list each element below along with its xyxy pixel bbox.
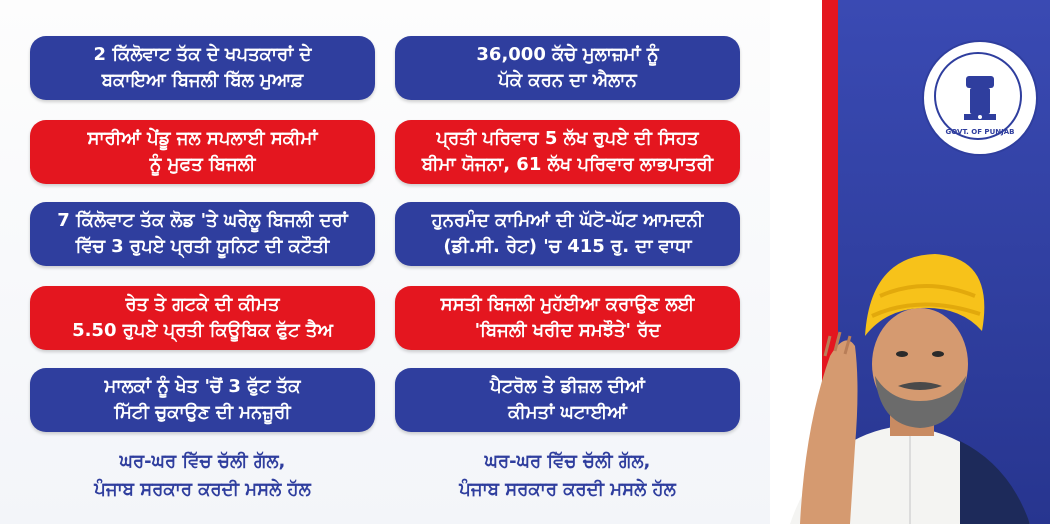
card-line: 'ਬਿਜਲੀ ਖਰੀਦ ਸਮਝੌਤੇ' ਰੱਦ <box>474 320 661 341</box>
emblem-caption: GOVT. OF PUNJAB <box>945 128 1015 136</box>
chief-minister-photo <box>760 236 1050 524</box>
benefit-card-health-insurance <box>395 120 740 184</box>
tagline-right <box>395 448 740 504</box>
tagline-line: ਪੰਜਾਬ ਸਰਕਾਰ ਕਰਦੀ ਮਸਲੇ ਹੱਲ <box>94 479 311 500</box>
card-line: 2 ਕਿੱਲੋਵਾਟ ਤੱਕ ਦੇ ਖਪਤਕਾਰਾਂ ਦੇ <box>93 44 312 65</box>
benefit-card-power-rate-cut <box>30 202 375 266</box>
card-line: ਬੀਮਾ ਯੋਜਨਾ, 61 ਲੱਖ ਪਰਿਵਾਰ ਲਾਭਪਾਤਰੀ <box>421 154 714 175</box>
benefit-card-ppa-cancelled <box>395 286 740 350</box>
benefit-card-regularise-employees <box>395 36 740 100</box>
benefit-card-sand-price <box>30 286 375 350</box>
card-line: ਬਕਾਇਆ ਬਿਜਲੀ ਬਿੱਲ ਮੁਆਫ਼ <box>101 70 304 91</box>
tagline-left <box>30 448 375 504</box>
card-line: ਕੀਮਤਾਂ ਘਟਾਈਆਂ <box>508 402 627 423</box>
benefit-card-minimum-wage <box>395 202 740 266</box>
card-line: 36,000 ਕੱਚੇ ਮੁਲਾਜ਼ਮਾਂ ਨੂੰ <box>476 44 659 65</box>
tagline-line: ਪੰਜਾਬ ਸਰਕਾਰ ਕਰਦੀ ਮਸਲੇ ਹੱਲ <box>459 479 676 500</box>
tagline-line: ਘਰ-ਘਰ ਵਿੱਚ ਚੱਲੀ ਗੱਲ, <box>119 451 286 472</box>
card-line: ਪੈਟਰੋਲ ਤੇ ਡੀਜ਼ਲ ਦੀਆਂ <box>490 376 645 397</box>
benefit-card-soil-lifting <box>30 368 375 432</box>
card-line: ਰੇਤ ਤੇ ਗਟਕੇ ਦੀ ਕੀਮਤ <box>125 294 280 315</box>
card-line: ਪੱਕੇ ਕਰਨ ਦਾ ਐਲਾਨ <box>498 70 637 91</box>
card-line: ਮਿੱਟੀ ਚੁਕਾਉਣ ਦੀ ਮਨਜ਼ੂਰੀ <box>114 402 291 423</box>
card-line: 5.50 ਰੁਪਏ ਪ੍ਰਤੀ ਕਿਊਬਿਕ ਫੁੱਟ ਤੈਅ <box>72 320 333 341</box>
state-emblem-icon <box>922 40 1038 156</box>
card-line: ਨੂੰ ਮੁਫਤ ਬਿਜਲੀ <box>149 154 256 175</box>
benefit-card-free-water-supply-power <box>30 120 375 184</box>
card-line: 7 ਕਿੱਲੋਵਾਟ ਤੱਕ ਲੋਡ 'ਤੇ ਘਰੇਲੂ ਬਿਜਲੀ ਦਰਾਂ <box>57 210 348 231</box>
card-line: ਪ੍ਰਤੀ ਪਰਿਵਾਰ 5 ਲੱਖ ਰੁਪਏ ਦੀ ਸਿਹਤ <box>436 128 699 149</box>
benefit-card-bill-waiver <box>30 36 375 100</box>
benefit-card-fuel-price <box>395 368 740 432</box>
card-line: ਮਾਲਕਾਂ ਨੂੰ ਖੇਤ 'ਚੋਂ 3 ਫੁੱਟ ਤੱਕ <box>104 376 301 397</box>
card-line: (ਡੀ.ਸੀ. ਰੇਟ) 'ਚ 415 ਰੁ. ਦਾ ਵਾਧਾ <box>443 236 692 257</box>
card-line: ਹੁਨਰਮੰਦ ਕਾਮਿਆਂ ਦੀ ਘੱਟੋ-ਘੱਟ ਆਮਦਨੀ <box>431 210 704 231</box>
card-line: ਸਾਰੀਆਂ ਪੇਂਡੂ ਜਲ ਸਪਲਾਈ ਸਕੀਮਾਂ <box>87 128 318 149</box>
card-line: ਵਿੱਚ 3 ਰੁਪਏ ਪ੍ਰਤੀ ਯੂਨਿਟ ਦੀ ਕਟੌਤੀ <box>75 236 330 257</box>
lion-capital-icon <box>924 42 1036 154</box>
card-line: ਸਸਤੀ ਬਿਜਲੀ ਮੁਹੱਈਆ ਕਰਾਉਣ ਲਈ <box>440 294 695 315</box>
tagline-line: ਘਰ-ਘਰ ਵਿੱਚ ਚੱਲੀ ਗੱਲ, <box>484 451 651 472</box>
